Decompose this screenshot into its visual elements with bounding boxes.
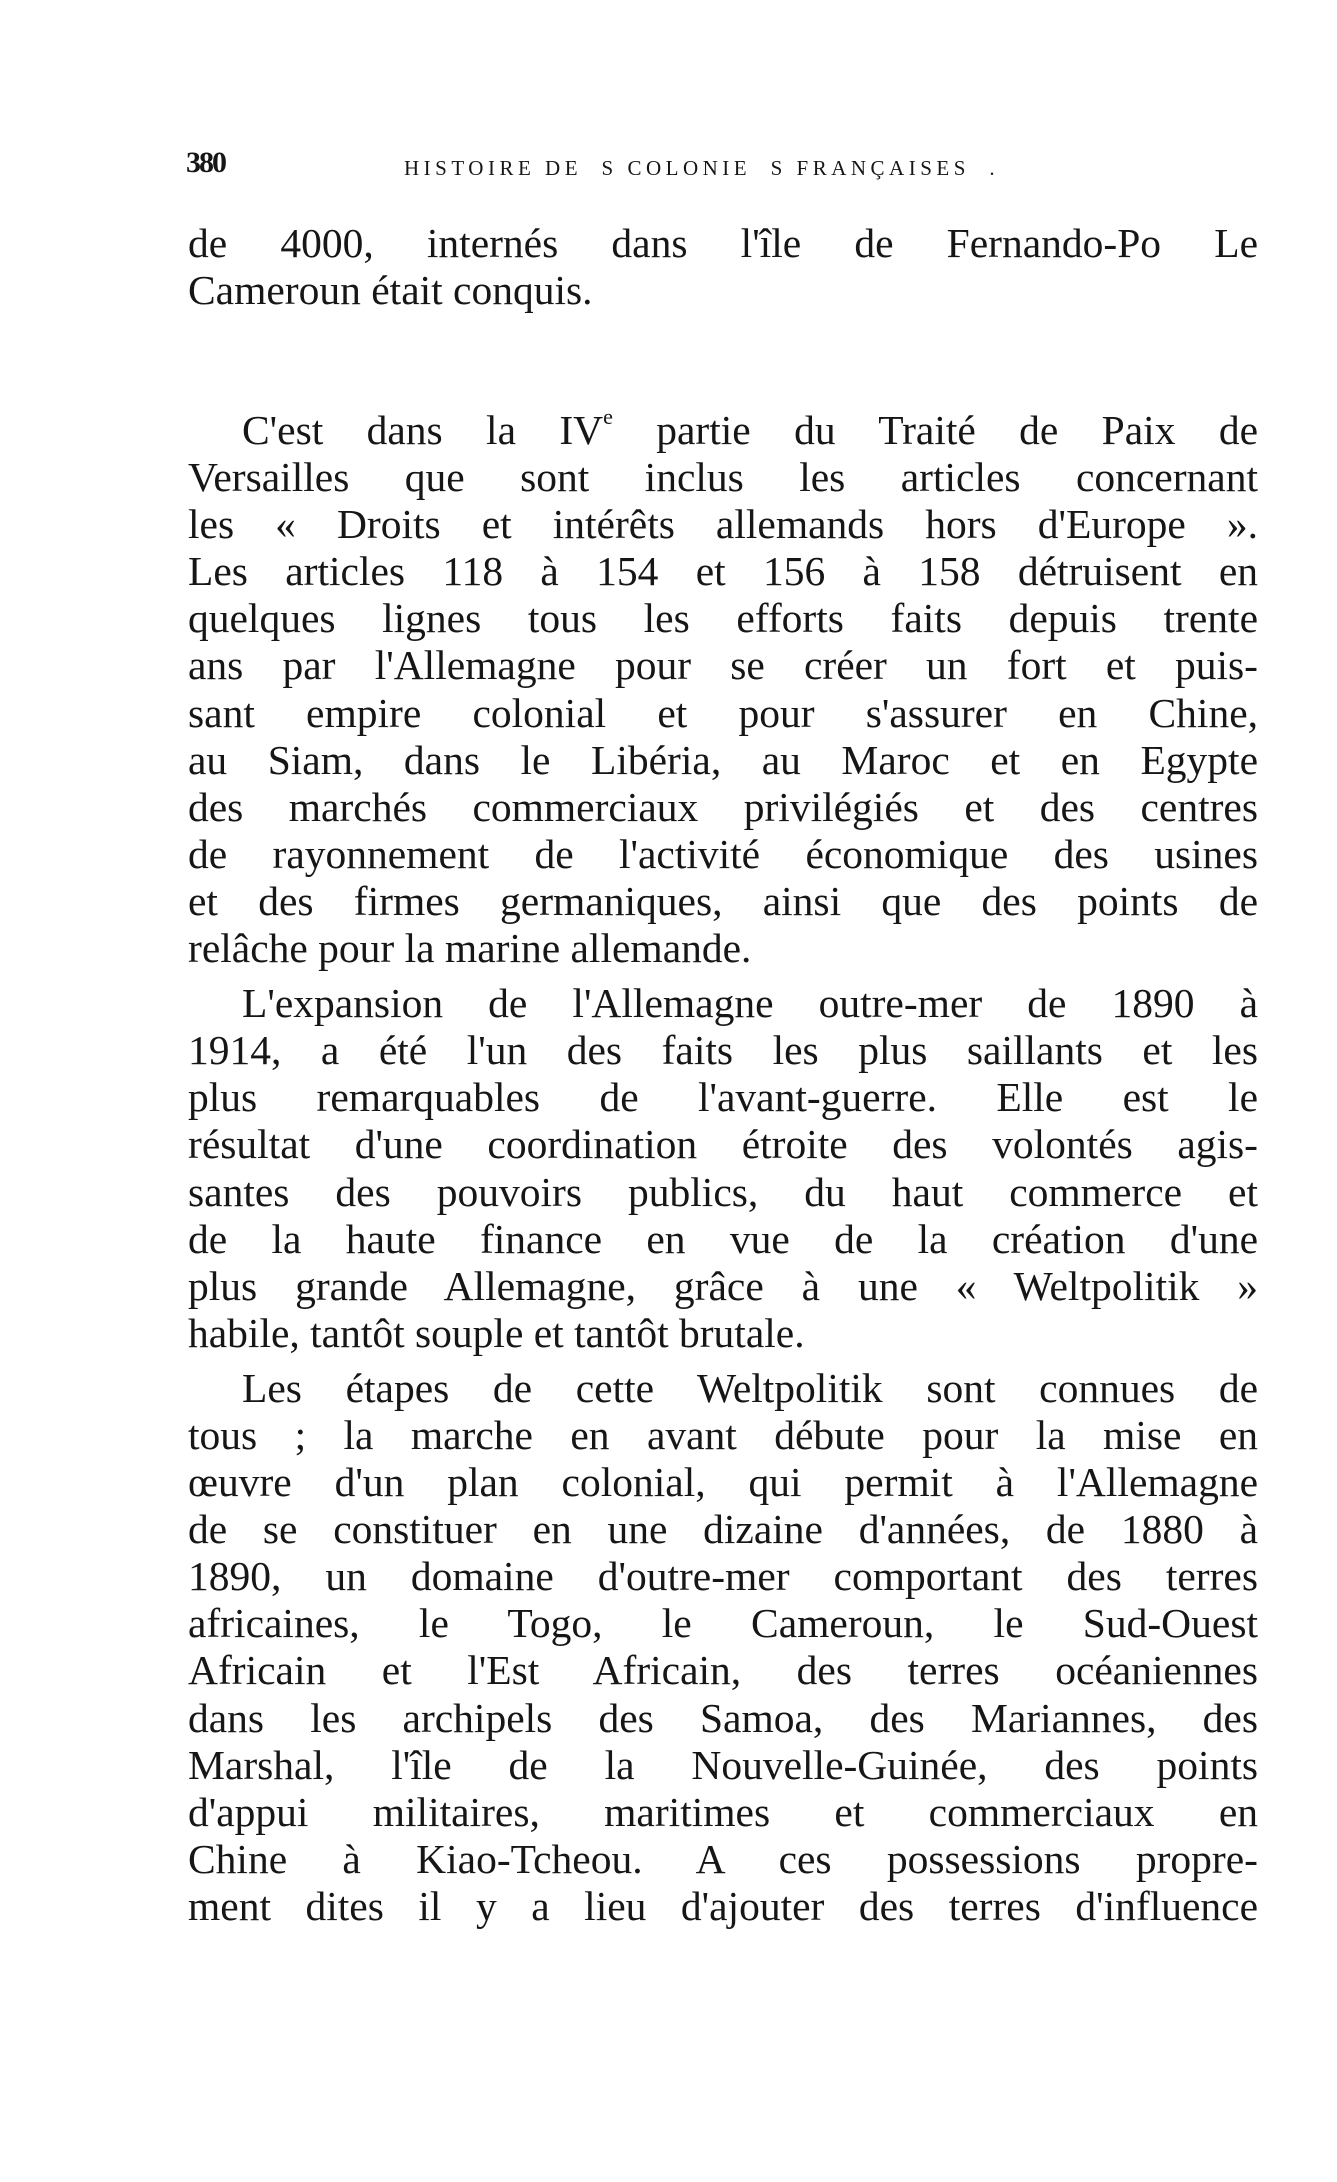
text-line: des marchés commerciaux privilégiés et des centres: [188, 783, 1258, 830]
text-line: tous ; la marche en avant débute pour la mise en: [188, 1411, 1258, 1458]
text-line: Les étapes de cette Weltpolitik sont connues de: [242, 1364, 1258, 1411]
superscript: e: [603, 404, 613, 429]
paragraph-continuation: [188, 220, 1258, 314]
text-line: plus grande Allemagne, grâce à une « Weltpolitik »: [188, 1262, 1258, 1309]
text-line: plus remarquables de l'avant-guerre. Elle est le: [188, 1074, 1258, 1121]
paragraph-expansion: [188, 980, 1258, 1357]
text-line: dans les archipels des Samoa, des Mariannes, des: [188, 1694, 1258, 1741]
text-block-main: [188, 404, 1258, 1938]
text-line: Les articles 118 à 154 et 156 à 158 détruisent en: [188, 548, 1258, 595]
text-line: et des firmes germaniques, ainsi que des points de: [188, 877, 1258, 924]
text-line: de la haute finance en vue de la création d'une: [188, 1215, 1258, 1262]
page-number: 380: [186, 146, 225, 179]
text-line: Marshal, l'île de la Nouvelle-Guinée, des points: [188, 1741, 1258, 1788]
text-line: Africain et l'Est Africain, des terres océaniennes: [188, 1647, 1258, 1694]
text-fragment: partie du Traité de Paix de: [612, 407, 1258, 453]
text-line: quelques lignes tous les efforts faits depuis trente: [188, 595, 1258, 642]
text-line: santes des pouvoirs publics, du haut commerce et: [188, 1168, 1258, 1215]
text-line: Versailles que sont inclus les articles concernant: [188, 454, 1258, 501]
text-line: de 4000, internés dans l'île de Fernando-Po Le: [188, 220, 1258, 266]
text-line: relâche pour la marine allemande.: [188, 925, 752, 972]
text-line: ment dites il y a lieu d'ajouter des terres d'influence: [188, 1882, 1258, 1929]
text-line: les « Droits et intérêts allemands hors d'Europe ».: [188, 501, 1258, 548]
text-line: africaines, le Togo, le Cameroun, le Sud-Ouest: [188, 1600, 1258, 1647]
text-line: au Siam, dans le Libéria, au Maroc et en Egypte: [188, 736, 1258, 783]
paragraph-weltpolitik: [188, 1365, 1258, 1930]
text-line: 1914, a été l'un des faits les plus saillants et les: [188, 1027, 1258, 1074]
text-line: de se constituer en une dizaine d'années, de 1880 à: [188, 1506, 1258, 1553]
text-line: d'appui militaires, maritimes et commerciaux en: [188, 1788, 1258, 1835]
text-block-top: [188, 220, 1258, 322]
paragraph-treaty: [188, 404, 1258, 972]
text-line: Cameroun était conquis.: [188, 267, 593, 314]
text-line: de rayonnement de l'activité économique des usines: [188, 830, 1258, 877]
text-line: Chine à Kiao-Tcheou. A ces possessions propre-: [188, 1835, 1258, 1882]
running-title: HISTOIRE DE S COLONIE S FRANÇAISES .: [404, 156, 1000, 180]
text-line: œuvre d'un plan colonial, qui permit à l'Allemagne: [188, 1459, 1258, 1506]
text-line: [188, 404, 1258, 454]
text-line: habile, tantôt souple et tantôt brutale.: [188, 1309, 805, 1356]
text-line: L'expansion de l'Allemagne outre-mer de 1890 à: [242, 980, 1258, 1027]
text-line: ans par l'Allemagne pour se créer un fort et puis-: [188, 642, 1258, 689]
text-line: 1890, un domaine d'outre-mer comportant des terres: [188, 1553, 1258, 1600]
text-line: sant empire colonial et pour s'assurer en Chine,: [188, 689, 1258, 736]
text-line: résultat d'une coordination étroite des volontés agis-: [188, 1121, 1258, 1168]
text-fragment: C'est dans la IV: [242, 407, 604, 453]
